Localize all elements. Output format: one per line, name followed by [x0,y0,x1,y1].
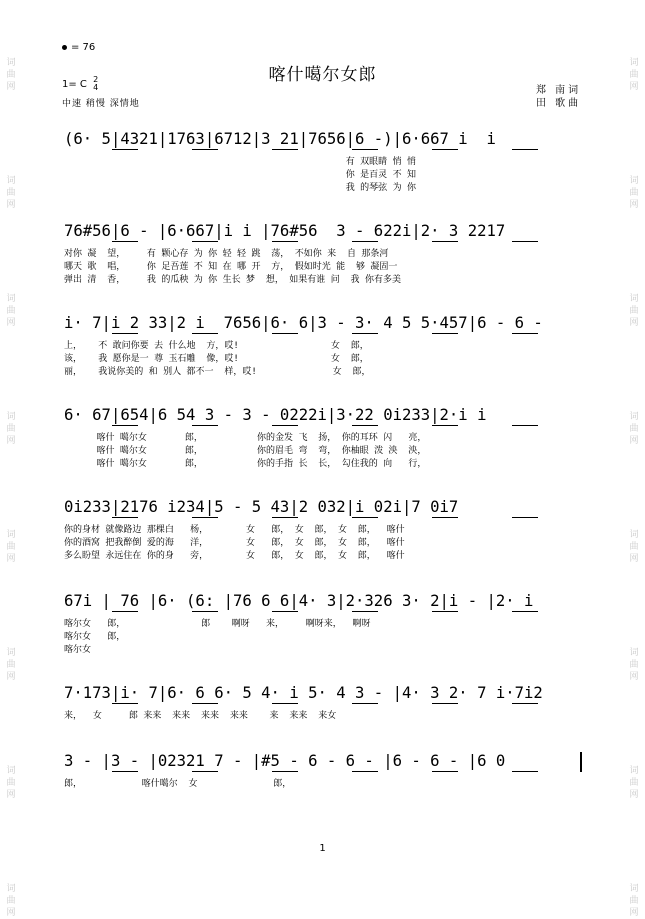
watermark-char: 曲 [629,306,639,316]
watermark-char: 曲 [629,778,639,788]
beam-line [512,425,538,426]
lyric-line: 来， 女 郎 来来 来来 来来 来来 来 来来 来女 [64,711,337,721]
watermark-char: 曲 [6,424,16,434]
watermark-left [2,0,20,918]
beam-line [352,517,378,518]
watermark-char: 曲 [6,70,16,80]
beam-line [192,771,218,772]
beam-line [112,241,138,242]
beam-line [192,333,218,334]
beam-line [112,149,138,150]
beam-line [272,517,298,518]
watermark-char: 曲 [6,306,16,316]
lyric-line: 你 是百灵 不 知 [64,170,417,180]
watermark-char: 网 [629,82,639,92]
tempo-marking [62,42,95,53]
beam-line [192,241,218,242]
lyric-line: 弹出 清 香， 我 的瓜秧 为 你 生长 梦 想， 如果有谁 问 我 你有多美 [64,275,401,285]
quarter-note-icon [62,45,67,50]
beam-line [512,333,538,334]
lyric-line: 郎， 喀什噶尔 女 郎， [64,779,292,789]
time-bottom: 4 [93,83,99,92]
watermark-char: 网 [6,554,16,564]
beam-line [512,149,538,150]
beam-line [112,611,138,612]
beam-line [112,771,138,772]
watermark-char: 网 [629,436,639,446]
beam-line [352,611,378,612]
beam-line [272,149,298,150]
key-value: 1= C [62,79,87,90]
lyric-line: 你的身材 就像路边 那棵白 杨， 女 郎， 女 郎， 女 郎， 喀什 [64,525,405,535]
lyric-line: 该， 我 愿你是一 尊 玉石雕 像，哎! 女 郎， [64,354,369,364]
watermark-char: 词 [629,648,639,658]
notation-line: i· 7|i 2 33|2 i 7656|6· 6|3 - 3· 4 5 5·457|6 - 6 - [64,314,543,332]
watermark-char: 网 [629,200,639,210]
beam-line [192,425,218,426]
notation-line: 76#56|6 - |6·667|i i |76#56 3 - 622i|2· 3 2217 [64,222,506,240]
watermark-char: 词 [629,530,639,540]
beam-line [512,611,538,612]
beam-line [352,149,378,150]
lyric-line: 喀什 噶尔女 郎， 你的手指 长 长， 勾住我的 向 行， [64,459,427,469]
lyric-line: 喀尔女 郎， 郎 啊呀 来， 啊呀来， 啊呀 [64,619,371,629]
beam-line [432,771,458,772]
watermark-char: 词 [6,530,16,540]
lyric-line: 我 的琴弦 为 你 [64,183,417,193]
lyric-line: 你的酒窝 把我醉倒 爱的海 洋， 女 郎， 女 郎， 女 郎， 喀什 [64,538,405,548]
notation-line: 7·173|i· 7|6· 6 6· 5 4· i 5· 4 3 - |4· 3 2· 7 i·7i2 [64,684,543,702]
notation-line: (6· 5|4321|1763|6712|3 21|7656|6 -)|6·667 i i [64,130,496,148]
beam-line [432,703,458,704]
watermark-char: 曲 [6,542,16,552]
watermark-char: 词 [629,176,639,186]
lyric-line: 丽， 我说你美的 和 别人 都不一 样，哎! 女 郎， [64,367,371,377]
watermark-char: 网 [6,908,16,918]
watermark-char: 曲 [629,896,639,906]
lyric-line: 喀尔女 [64,645,92,655]
beam-line [192,703,218,704]
beam-line [352,333,378,334]
watermark-char: 词 [6,648,16,658]
beam-line [192,149,218,150]
lyric-line: 多么盼望 永远住在 你的身 旁， 女 郎， 女 郎， 女 郎， 喀什 [64,551,405,561]
beam-line [272,703,298,704]
credits [536,84,581,110]
song-title: 喀什噶尔女郎 [268,65,377,85]
notation-line: 3 - |3 - |02321 7 - |#5 - 6 - 6 - |6 - 6 - |6 0 [64,752,506,770]
watermark-char: 网 [6,200,16,210]
notation-line: 67i | 76 |6· (6: |76 6 6|4· 3|2·326 3· 2|i - |2· i [64,592,534,610]
beam-line [272,425,298,426]
watermark-char: 网 [629,908,639,918]
watermark-char: 网 [629,672,639,682]
watermark-char: 曲 [629,424,639,434]
watermark-char: 网 [629,790,639,800]
beam-line [432,611,458,612]
expression-marking: 中速 稍慢 深情地 [62,99,140,109]
beam-line [432,425,458,426]
beam-line [432,149,458,150]
watermark-char: 词 [6,412,16,422]
tempo-value: = 76 [71,42,96,53]
beam-line [192,517,218,518]
watermark-char: 曲 [6,660,16,670]
watermark-char: 词 [629,884,639,894]
lyric-line: 有 双眼睛 悄 悄 [64,157,417,167]
watermark-char: 曲 [629,70,639,80]
watermark-char: 曲 [6,896,16,906]
beam-line [432,333,458,334]
lyricist: 郑 南词 [536,85,582,96]
watermark-char: 词 [6,176,16,186]
beam-line [272,241,298,242]
notation-line: 6· 67|654|6 54 3 - 3 - 0222i|3·22 0i233|2·i i [64,406,487,424]
key-signature [62,76,98,92]
lyric-line: 喀什 噶尔女 郎， 你的金发 飞 扬， 你的耳环 闪 亮， [64,433,427,443]
time-signature [93,76,98,92]
watermark-char: 网 [629,554,639,564]
beam-line [512,517,538,518]
composer: 田 歌曲 [536,98,582,109]
beam-line [352,241,378,242]
beam-line [352,425,378,426]
watermark-char: 曲 [6,778,16,788]
lyric-line: 上， 不 敢问你要 去 什么地 方，哎! 女 郎， [64,341,369,351]
watermark-char: 词 [629,58,639,68]
lyric-line: 喀什 噶尔女 郎， 你的眉毛 弯 弯， 你柚眼 泼 泱 泱， [64,446,427,456]
watermark-char: 曲 [629,188,639,198]
beam-line [112,425,138,426]
beam-line [512,771,538,772]
watermark-char: 词 [629,294,639,304]
watermark-char: 网 [6,318,16,328]
watermark-char: 词 [629,412,639,422]
watermark-char: 网 [6,790,16,800]
beam-line [192,611,218,612]
watermark-char: 词 [629,766,639,776]
beam-line [112,333,138,334]
lyric-line: 喀尔女 郎， [64,632,126,642]
lyric-line: 哪天 歌 唱， 你 足吾莲 不 知 在 哪 开 方， 假如时光 能 够 凝固一 [64,262,398,272]
watermark-char: 曲 [629,542,639,552]
beam-line [112,703,138,704]
watermark-char: 词 [6,58,16,68]
beam-line [112,517,138,518]
watermark-char: 词 [6,766,16,776]
beam-line [272,333,298,334]
page-number: 1 [319,843,326,854]
watermark-right [625,0,643,918]
watermark-char: 曲 [629,660,639,670]
beam-line [432,241,458,242]
watermark-char: 词 [6,294,16,304]
beam-line [512,703,538,704]
watermark-char: 词 [6,884,16,894]
beam-line [432,517,458,518]
beam-line [272,771,298,772]
beam-line [352,703,378,704]
notation-line: 0i233|2176 i234|5 - 5 43|2 032|i 02i|7 0i7 [64,498,459,516]
watermark-char: 网 [6,436,16,446]
watermark-char: 网 [629,318,639,328]
final-barline [580,752,582,772]
lyric-line: 对你 凝 望， 有 颗心存 为 你 轻 轻 跳 荡， 不如你 来 自 那条河 [64,249,389,259]
beam-line [512,241,538,242]
beam-line [352,771,378,772]
watermark-char: 网 [6,82,16,92]
time-top: 2 [93,75,99,84]
watermark-char: 网 [6,672,16,682]
beam-line [272,611,298,612]
watermark-char: 曲 [6,188,16,198]
